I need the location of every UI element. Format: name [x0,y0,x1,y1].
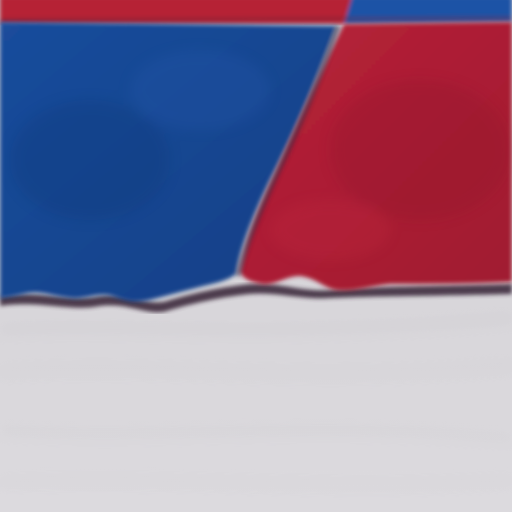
top-blue-band [344,0,512,24]
top-strip [0,0,512,24]
